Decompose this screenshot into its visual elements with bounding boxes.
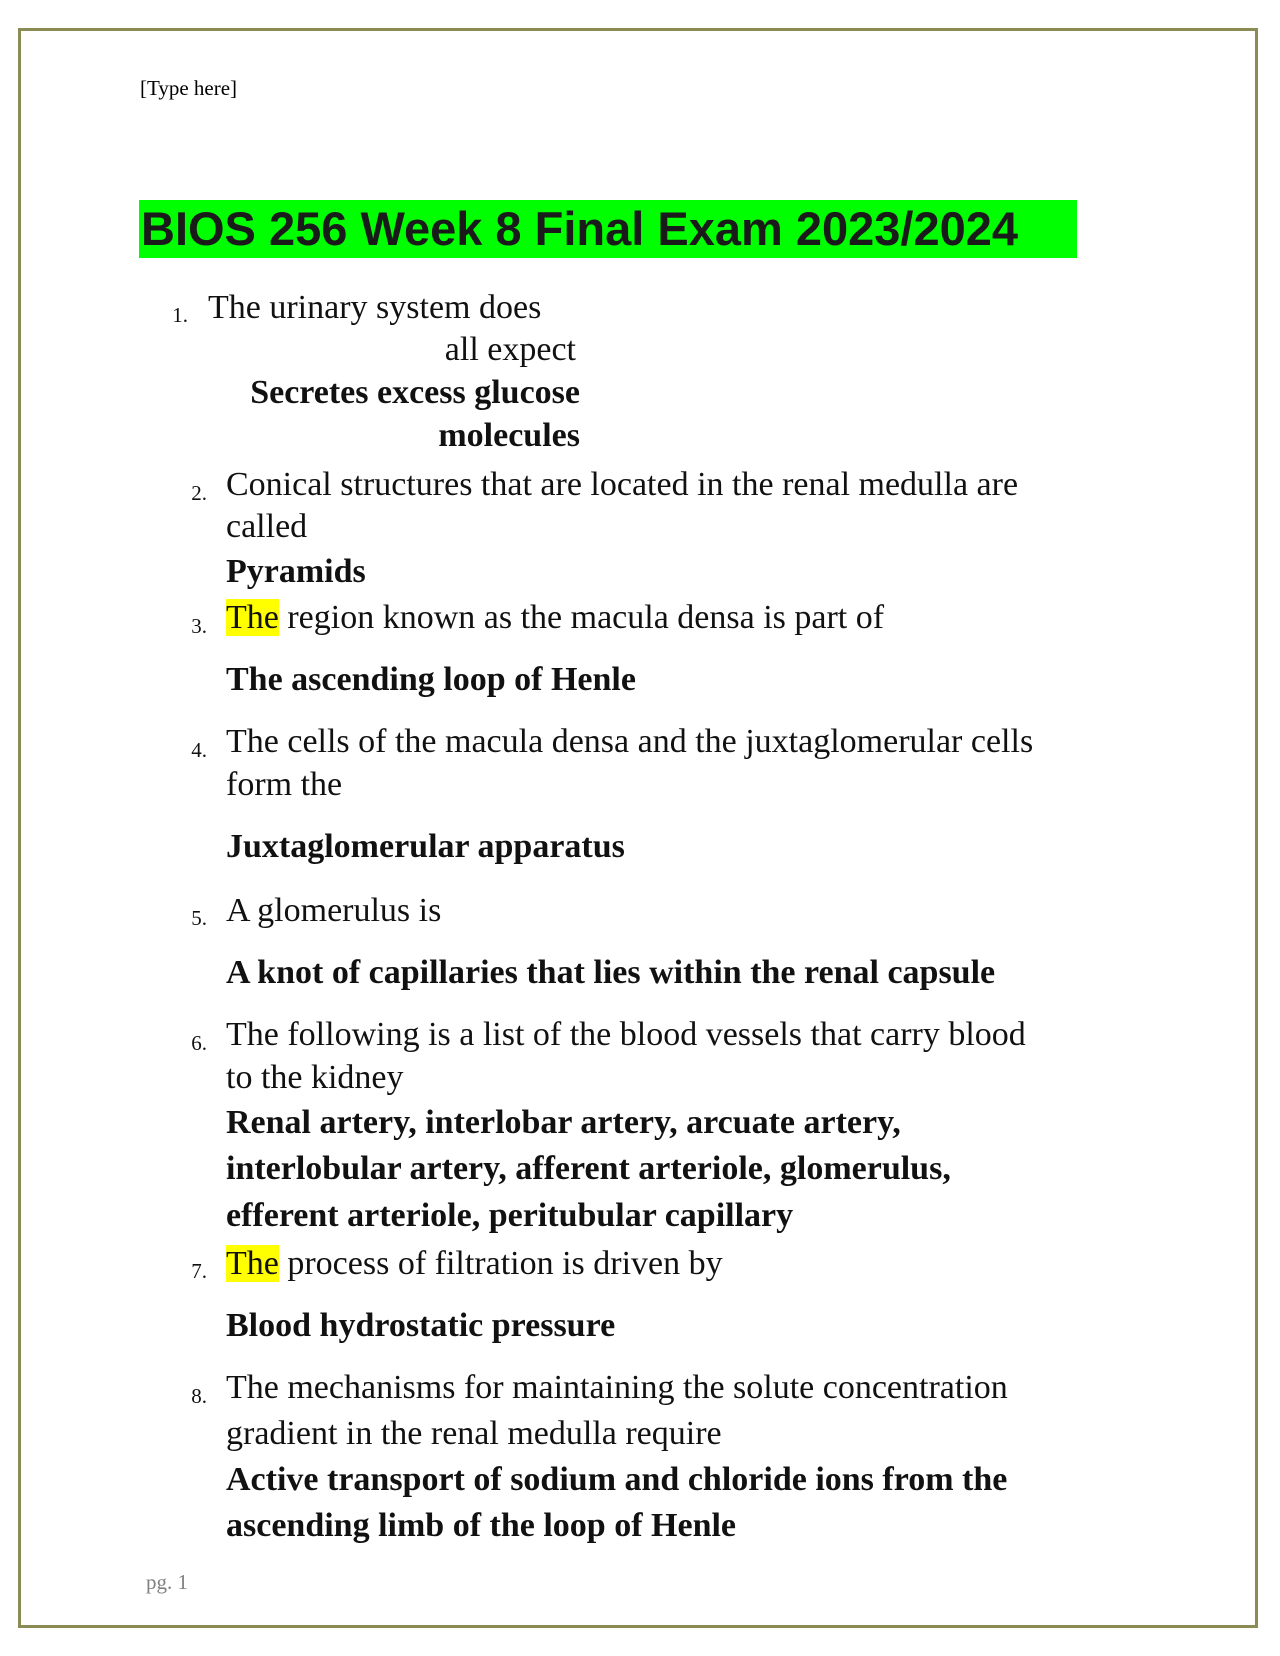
question-number: 2.	[191, 481, 207, 505]
question-text: form the	[226, 766, 343, 803]
question-text: to the kidney	[226, 1059, 404, 1096]
question-text: The mechanisms for maintaining the solute concentration	[226, 1369, 1008, 1406]
answer-text: Secretes excess glucose	[250, 374, 580, 411]
question-number: 3.	[191, 614, 207, 638]
question-number: 7.	[191, 1259, 207, 1283]
question-text: The cells of the macula densa and the juxtaglomerular cells	[226, 723, 1034, 760]
highlighted-word: The	[226, 599, 279, 636]
answer-text: molecules	[438, 417, 580, 454]
question-text-rest: process of filtration is driven by	[278, 1245, 723, 1282]
answer-text: A knot of capillaries that lies within the renal capsule	[226, 954, 996, 991]
answer-text: Renal artery, interlobar artery, arcuate artery,	[226, 1104, 901, 1141]
question-text: gradient in the renal medulla require	[226, 1415, 722, 1452]
question-text	[226, 1245, 723, 1283]
answer-text: interlobular artery, afferent arteriole, glomerulus,	[226, 1150, 951, 1187]
question-number: 4.	[191, 738, 207, 762]
answer-text: efferent arteriole, peritubular capillary	[226, 1197, 794, 1234]
document-title: BIOS 256 Week 8 Final Exam 2023/2024	[139, 200, 1077, 258]
question-number: 8.	[191, 1384, 207, 1408]
question-number: 5.	[191, 906, 207, 930]
question-text-rest: region known as the macula densa is part of	[278, 599, 885, 636]
question-text: The following is a list of the blood vessels that carry blood	[226, 1016, 1026, 1053]
highlighted-word: The	[226, 1245, 279, 1282]
answer-text: Pyramids	[226, 553, 366, 590]
answer-text: Active transport of sodium and chloride ions from the	[226, 1461, 1008, 1498]
question-text: all expect	[444, 331, 576, 368]
question-text: called	[226, 508, 308, 545]
answer-text: The ascending loop of Henle	[226, 661, 636, 698]
question-text	[226, 599, 884, 637]
page-number: pg. 1	[146, 1570, 188, 1594]
question-number: 6.	[191, 1031, 207, 1055]
answer-text: Juxtaglomerular apparatus	[226, 828, 625, 865]
question-text: Conical structures that are located in the renal medulla are	[226, 466, 1019, 503]
question-text: A glomerulus is	[226, 892, 442, 929]
answer-text: ascending limb of the loop of Henle	[226, 1507, 737, 1544]
answer-text: Blood hydrostatic pressure	[226, 1307, 616, 1344]
question-text: The urinary system does	[208, 289, 542, 326]
question-number: 1.	[172, 303, 188, 327]
header-placeholder[interactable]: [Type here]	[140, 76, 238, 100]
